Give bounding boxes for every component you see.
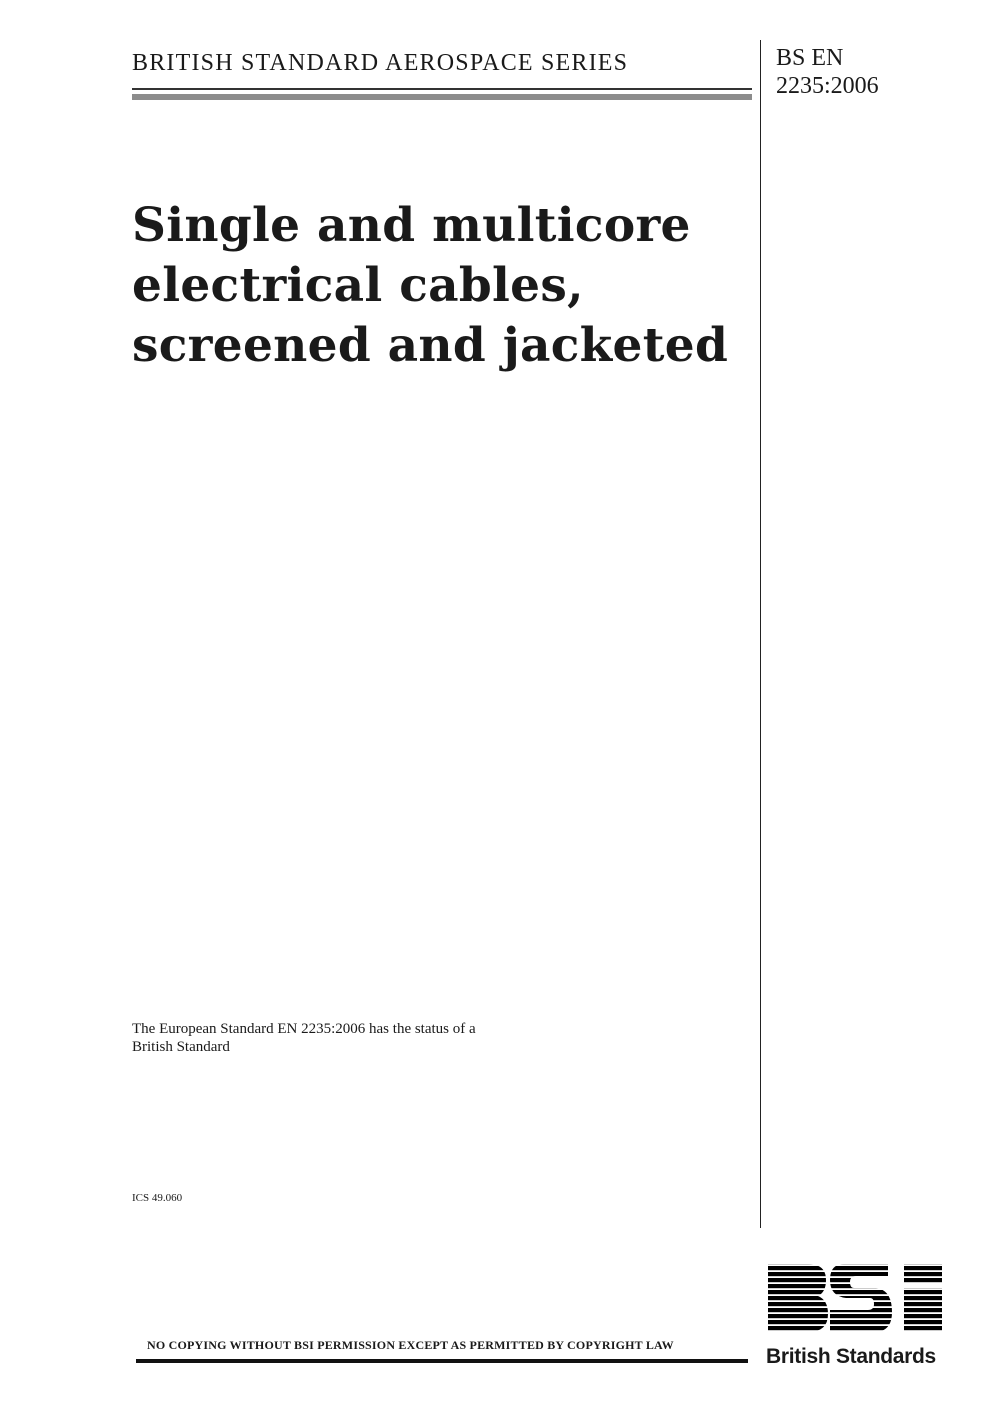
series-title: BRITISH STANDARD AEROSPACE SERIES (132, 50, 629, 76)
title-line-1: Single and multicore (132, 198, 691, 253)
bsi-logo-name: British Standards (766, 1345, 936, 1368)
title-line-3: screened and jacketed (132, 318, 729, 373)
copyright-notice: NO COPYING WITHOUT BSI PERMISSION EXCEPT AS PERMITTED BY COPYRIGHT LAW (147, 1338, 674, 1352)
header-rule-thin (132, 88, 752, 90)
ics-code: ICS 49.060 (132, 1192, 183, 1204)
status-line-1: The European Standard EN 2235:2006 has the status of a (132, 1021, 476, 1037)
header-rule-thick (132, 94, 752, 100)
status-line-2: British Standard (132, 1039, 230, 1055)
standard-number-line1: BS EN (776, 45, 844, 71)
footer-rule (136, 1359, 748, 1363)
vertical-divider (760, 40, 761, 1228)
title-line-2: electrical cables, (132, 258, 584, 313)
status-statement (132, 1020, 632, 1056)
standard-number (776, 44, 879, 100)
standard-number-line2: 2235:2006 (776, 73, 879, 99)
document-title (132, 196, 742, 376)
